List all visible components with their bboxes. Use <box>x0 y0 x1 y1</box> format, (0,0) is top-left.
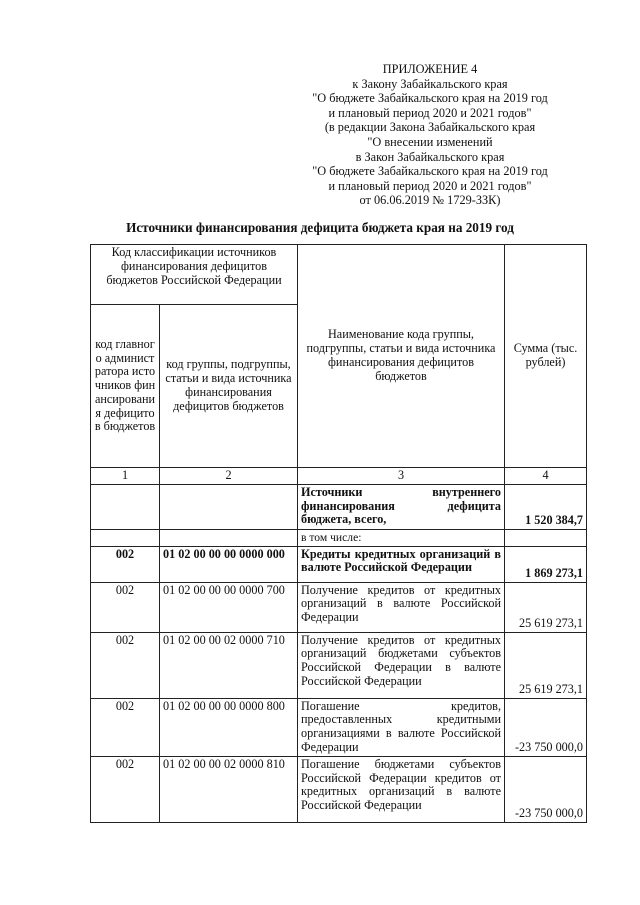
row-name: Погашение бюджетами субъектов Российской Федерации кредитов от кредитных организаций в валюте Российской Федерации <box>298 756 505 822</box>
document-title: Источники финансирования дефицита бюджета края на 2019 год <box>126 220 514 235</box>
col4-header-cell: Сумма (тыс. рублей) <box>505 245 587 468</box>
group-header-cell: Код классификации источников финансирования дефицитов бюджетов Российской Федерации <box>91 245 298 305</box>
header-line: в Закон Забайкальского края <box>355 149 505 164</box>
col2-header-cell: код группы, подгруппы, статьи и вида источника финансирования дефицитов бюджетов <box>160 305 298 468</box>
total-name-cell: Источники внутреннего финансирования дефицита бюджета, всего, <box>298 484 505 529</box>
appendix-header <box>300 62 560 208</box>
col3-header-cell: Наименование кода группы, подгруппы, статьи и вида источника финансирования дефицитов бюджетов <box>298 245 505 468</box>
total-admin-cell <box>91 484 160 529</box>
table-row <box>91 632 587 698</box>
row-sum: 25 619 273,1 <box>505 582 587 632</box>
header-line: (в редакции Закона Забайкальского края <box>324 120 536 135</box>
col-number-2: 2 <box>160 468 298 485</box>
total-sum-cell: 1 520 384,7 <box>505 484 587 529</box>
table-row <box>91 582 587 632</box>
col1-header-cell: код главного администратора источников финансирования дефицитов бюджетов <box>91 305 160 468</box>
table-row <box>91 698 587 756</box>
row-name: Получение кредитов от кредитных организаций бюджетами субъектов Российской Федерации в валюте Российской Федерации <box>298 632 505 698</box>
row-sum: -23 750 000,0 <box>505 756 587 822</box>
header-line: "О внесении изменений <box>367 134 493 149</box>
row-classification-code: 01 02 00 00 00 0000 000 <box>160 546 298 582</box>
header-line: ПРИЛОЖЕНИЕ 4 <box>382 62 478 76</box>
including-admin-cell <box>91 529 160 546</box>
total-code-cell <box>160 484 298 529</box>
including-label: в том числе: <box>298 529 505 546</box>
row-name: Получение кредитов от кредитных организаций в валюте Российской Федерации <box>298 582 505 632</box>
financing-sources-table <box>90 244 587 823</box>
row-admin-code: 002 <box>91 582 160 632</box>
row-admin-code: 002 <box>91 756 160 822</box>
header-line: от 06.06.2019 № 1729-ЗЗК) <box>359 193 501 208</box>
row-admin-code: 002 <box>91 698 160 756</box>
header-line: "О бюджете Забайкальского края на 2019 год <box>312 91 548 106</box>
table-row <box>91 546 587 582</box>
header-line: к Закону Забайкальского края <box>352 76 508 91</box>
row-sum: 25 619 273,1 <box>505 632 587 698</box>
header-line: и плановый период 2020 и 2021 годов" <box>328 178 532 193</box>
row-name: Кредиты кредитных организаций в валюте Российской Федерации <box>298 546 505 582</box>
col-number-1: 1 <box>91 468 160 485</box>
row-classification-code: 01 02 00 00 00 0000 700 <box>160 582 298 632</box>
row-name: Погашение кредитов, предоставленных кредитными организациями в валюте Российской Федерации <box>298 698 505 756</box>
header-line: и плановый период 2020 и 2021 годов" <box>328 105 532 120</box>
row-classification-code: 01 02 00 00 02 0000 810 <box>160 756 298 822</box>
including-code-cell <box>160 529 298 546</box>
header-line: "О бюджете Забайкальского края на 2019 год <box>312 164 548 179</box>
row-admin-code: 002 <box>91 632 160 698</box>
including-sum-cell <box>505 529 587 546</box>
row-admin-code: 002 <box>91 546 160 582</box>
col-number-3: 3 <box>298 468 505 485</box>
table-row <box>91 756 587 822</box>
row-sum: -23 750 000,0 <box>505 698 587 756</box>
row-classification-code: 01 02 00 00 00 0000 800 <box>160 698 298 756</box>
row-sum: 1 869 273,1 <box>505 546 587 582</box>
row-classification-code: 01 02 00 00 02 0000 710 <box>160 632 298 698</box>
col-number-4: 4 <box>505 468 587 485</box>
